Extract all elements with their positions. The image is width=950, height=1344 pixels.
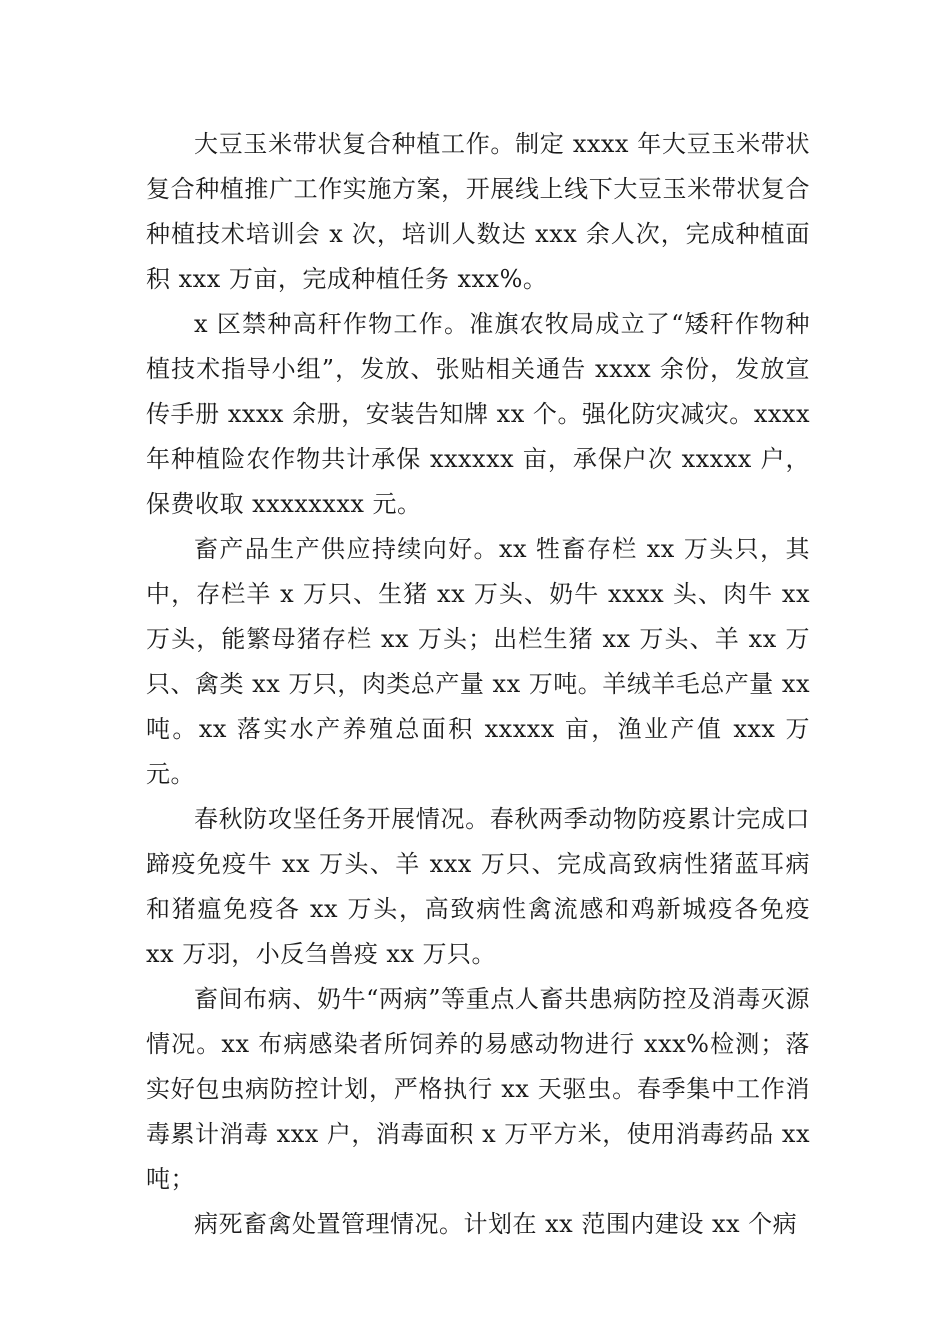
paragraph-dead-livestock-disposal: 病死畜禽处置管理情况。计划在 xx 范围内建设 xx 个病: [194, 1210, 798, 1238]
paragraph-zoonosis-control: 畜间布病、奶牛“两病”等重点人畜共患病防控及消毒灭源情况。xx 布病感染者所饲养的易感动物进行 xxx%检测；落实好包虫病防控计划，严格执行 xx 天驱虫。春季集中工作消毒累计消毒 xxx 户，消毒面积 x 万平方米，使用消毒药品 xx 吨；: [146, 985, 810, 1193]
paragraph-livestock-supply: 畜产品生产供应持续向好。xx 牲畜存栏 xx 万头只，其中，存栏羊 x 万只、生猪 xx 万头、奶牛 xxxx 头、肉牛 xx 万头，能繁母猪存栏 xx 万头；出栏生猪 xx 万头、羊 xx 万只、禽类 xx 万只，肉类总产量 xx 万吨。羊绒羊毛总产量 xx 吨。xx 落实水产养殖总面积 xxxxx 亩，渔业产值 xxx 万元。: [146, 535, 810, 788]
paragraph-tall-crop-ban: x 区禁种高秆作物工作。准旗农牧局成立了“矮秆作物种植技术指导小组”，发放、张贴相关通告 xxxx 余份，发放宣传手册 xxxx 余册，安装告知牌 xx 个。强化防灾减灾。xxxx 年种植险农作物共计承保 xxxxxx 亩，承保户次 xxxxx 户，保费收取 xxxxxxxx 元。: [146, 310, 810, 518]
document-body: [146, 122, 810, 1247]
paragraph-soybean-corn: 大豆玉米带状复合种植工作。制定 xxxx 年大豆玉米带状复合种植推广工作实施方案，开展线上线下大豆玉米带状复合种植技术培训会 x 次，培训人数达 xxx 余人次，完成种植面积 xxx 万亩，完成种植任务 xxx%。: [146, 130, 810, 293]
paragraph-epidemic-prevention: 春秋防攻坚任务开展情况。春秋两季动物防疫累计完成口蹄疫免疫牛 xx 万头、羊 xxx 万只、完成高致病性猪蓝耳病和猪瘟免疫各 xx 万头，高致病性禽流感和鸡新城疫各免疫 xx 万羽，小反刍兽疫 xx 万只。: [146, 805, 810, 968]
